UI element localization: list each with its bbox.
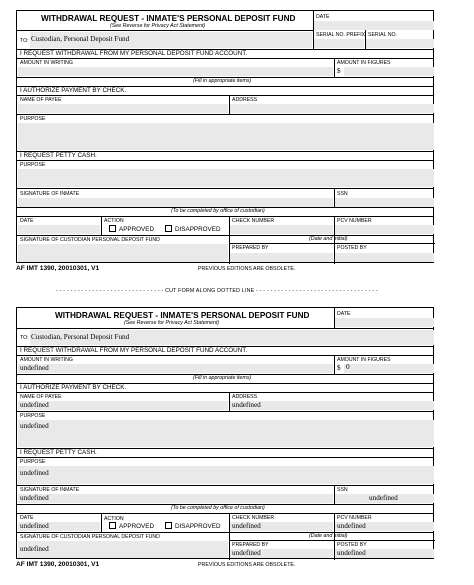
- signature-custodian-value: undefined: [20, 545, 49, 553]
- to-value: Custodian, Personal Deposit Fund: [31, 333, 130, 341]
- serial-no-field[interactable]: [366, 39, 434, 48]
- custodian-note: (To be completed by office of custodian): [171, 208, 265, 214]
- cut-line: - - - - - - - - - - - - - - - - - - - - - - - - - - - - - - CUT FORM ALONG DOTTED LINE - - - - - - - - - - - - - - - - - - - - - - - - - - - - - - - - - -: [56, 288, 378, 294]
- check-number-field[interactable]: [230, 225, 333, 234]
- petty-purpose-field[interactable]: [18, 466, 434, 484]
- disapproved-checkbox[interactable]: [165, 522, 172, 529]
- purpose-value: undefined: [20, 422, 49, 430]
- action-label: ACTION: [104, 516, 124, 522]
- serial-no-label: SERIAL NO.: [368, 32, 397, 38]
- signature-inmate-value: undefined: [20, 494, 49, 502]
- prepared-by-field[interactable]: [230, 253, 333, 262]
- form-subtitle: (See Reverse for Privacy Act Statement): [124, 320, 220, 326]
- petty-cash-text: I REQUEST PETTY CASH.: [20, 449, 97, 456]
- amount-writing-label: AMOUNT IN WRITING: [20, 60, 73, 66]
- petty-cash-text: I REQUEST PETTY CASH.: [20, 152, 97, 159]
- name-payee-field[interactable]: [18, 401, 228, 410]
- petty-purpose-field[interactable]: [18, 169, 434, 187]
- posted-by-label: POSTED BY: [337, 245, 367, 251]
- date-field-2[interactable]: [18, 225, 100, 234]
- pcv-number-label: PCV NUMBER: [337, 515, 372, 521]
- dollar-sign: $: [337, 364, 341, 372]
- address-label: ADDRESS: [232, 394, 258, 400]
- amount-figures-value: 0: [346, 363, 350, 371]
- date-label: DATE: [337, 311, 351, 317]
- signature-custodian-label: SIGNATURE OF CUSTODIAN PERSONAL DEPOSIT FUND: [20, 534, 160, 540]
- dollar-sign: $: [337, 67, 341, 75]
- amount-writing-value: undefined: [20, 364, 49, 372]
- address-label: ADDRESS: [232, 97, 258, 103]
- ssn-label: SSN: [337, 487, 348, 493]
- action-label: ACTION: [104, 218, 124, 224]
- to-label: TO:: [20, 38, 29, 44]
- authorize-check-text: I AUTHORIZE PAYMENT BY CHECK.: [20, 384, 127, 391]
- name-payee-field[interactable]: [18, 104, 228, 113]
- withdrawal-form-top: [16, 10, 434, 263]
- purpose-label: PURPOSE: [20, 116, 46, 122]
- signature-inmate-label: SIGNATURE OF INMATE: [20, 191, 80, 197]
- to-value: Custodian, Personal Deposit Fund: [31, 35, 130, 43]
- name-payee-label: NAME OF PAYEE: [20, 394, 62, 400]
- approved-label: APPROVED: [119, 226, 154, 233]
- date-value: undefined: [20, 522, 49, 530]
- signature-custodian-field[interactable]: [18, 541, 228, 558]
- request-withdrawal-text: I REQUEST WITHDRAWAL FROM MY PERSONAL DEPOSIT FUND ACCOUNT.: [20, 50, 248, 57]
- serial-prefix-label: SERIAL NO. PREFIX: [316, 32, 366, 38]
- disapproved-label: DISAPPROVED: [175, 226, 221, 233]
- withdrawal-form-bottom: [16, 307, 434, 559]
- form-subtitle: (See Reverse for Privacy Act Statement): [110, 23, 206, 29]
- petty-purpose-label: PURPOSE: [20, 459, 46, 465]
- signature-inmate-field[interactable]: [18, 198, 333, 207]
- name-payee-value: undefined: [20, 401, 49, 409]
- prepared-by-value: undefined: [232, 549, 261, 557]
- approved-checkbox[interactable]: [109, 225, 116, 232]
- amount-figures-field[interactable]: [344, 364, 434, 373]
- amount-writing-field[interactable]: [18, 67, 333, 76]
- serial-prefix-field[interactable]: [314, 39, 364, 48]
- check-number-label: CHECK NUMBER: [232, 218, 275, 224]
- approved-label: APPROVED: [119, 523, 154, 530]
- name-payee-label: NAME OF PAYEE: [20, 97, 62, 103]
- check-number-label: CHECK NUMBER: [232, 515, 275, 521]
- date-initial-note: (Date and initial): [309, 533, 348, 539]
- approved-checkbox[interactable]: [109, 522, 116, 529]
- previous-editions: PREVIOUS EDITIONS ARE OBSOLETE.: [198, 562, 296, 568]
- disapproved-label: DISAPPROVED: [175, 523, 221, 530]
- date-label: DATE: [316, 14, 330, 20]
- fill-note: (Fill in appropriate items): [193, 78, 252, 84]
- date-label-2: DATE: [20, 515, 34, 521]
- purpose-field[interactable]: [18, 420, 434, 447]
- posted-by-value: undefined: [337, 549, 366, 557]
- petty-purpose-label: PURPOSE: [20, 162, 46, 168]
- form-title: WITHDRAWAL REQUEST - INMATE'S PERSONAL DEPOSIT FUND: [41, 14, 296, 23]
- prepared-by-label: PREPARED BY: [232, 542, 269, 548]
- form-id: AF IMT 1390, 20010301, V1: [16, 561, 100, 568]
- amount-writing-field[interactable]: [18, 364, 333, 373]
- date-field[interactable]: [314, 21, 434, 30]
- fill-note: (Fill in appropriate items): [193, 375, 252, 381]
- address-field[interactable]: [230, 104, 434, 113]
- date-initial-note: (Date and initial): [309, 236, 348, 242]
- signature-inmate-label: SIGNATURE OF INMATE: [20, 487, 80, 493]
- to-label: TO:: [20, 335, 29, 341]
- date-label-2: DATE: [20, 218, 34, 224]
- amount-figures-label: AMOUNT IN FIGURES: [337, 357, 391, 363]
- amount-figures-label: AMOUNT IN FIGURES: [337, 60, 391, 66]
- prepared-by-label: PREPARED BY: [232, 245, 269, 251]
- amount-writing-label: AMOUNT IN WRITING: [20, 357, 73, 363]
- posted-by-field[interactable]: [335, 253, 434, 262]
- purpose-label: PURPOSE: [20, 413, 46, 419]
- form-title: WITHDRAWAL REQUEST - INMATE'S PERSONAL DEPOSIT FUND: [55, 311, 310, 320]
- pcv-number-field[interactable]: [335, 225, 434, 234]
- signature-inmate-field[interactable]: [18, 494, 333, 503]
- address-value: undefined: [232, 401, 261, 409]
- petty-purpose-value: undefined: [20, 469, 49, 477]
- authorize-check-text: I AUTHORIZE PAYMENT BY CHECK.: [20, 87, 127, 94]
- posted-by-label: POSTED BY: [337, 542, 367, 548]
- date-field[interactable]: [335, 318, 434, 327]
- signature-custodian-field[interactable]: [18, 244, 228, 262]
- previous-editions: PREVIOUS EDITIONS ARE OBSOLETE.: [198, 266, 296, 272]
- request-withdrawal-text: I REQUEST WITHDRAWAL FROM MY PERSONAL DEPOSIT FUND ACCOUNT.: [20, 347, 248, 354]
- ssn-label: SSN: [337, 191, 348, 197]
- check-number-value: undefined: [232, 522, 261, 530]
- amount-figures-field[interactable]: [344, 67, 434, 76]
- form-id: AF IMT 1390, 20010301, V1: [16, 265, 100, 272]
- disapproved-checkbox[interactable]: [165, 225, 172, 232]
- pcv-number-label: PCV NUMBER: [337, 218, 372, 224]
- ssn-value: undefined: [369, 494, 398, 502]
- pcv-number-value: undefined: [337, 522, 366, 530]
- custodian-note: (To be completed by office of custodian): [171, 505, 265, 511]
- ssn-field[interactable]: [335, 198, 434, 207]
- purpose-field[interactable]: [18, 123, 434, 150]
- signature-custodian-label: SIGNATURE OF CUSTODIAN PERSONAL DEPOSIT FUND: [20, 237, 160, 243]
